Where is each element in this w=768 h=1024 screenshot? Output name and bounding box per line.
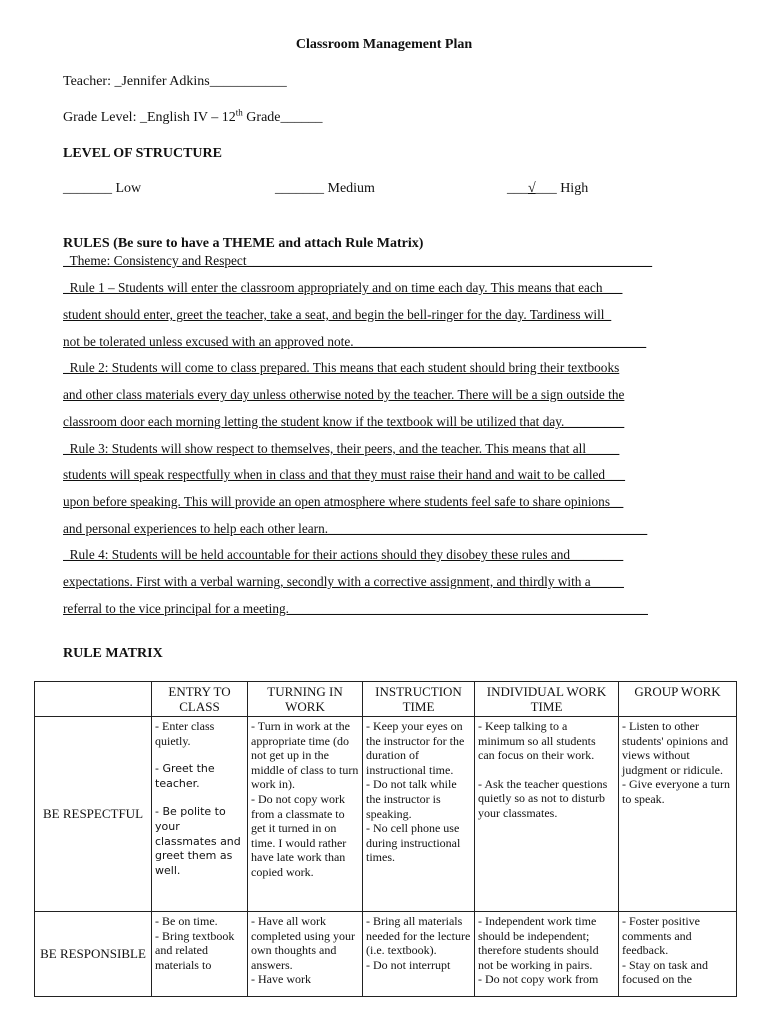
rule-line: and other class materials every day unless otherwise noted by the teacher. There will be a sign outside the	[63, 387, 625, 402]
teacher-label: Teacher:	[63, 74, 111, 89]
matrix-cell: - Be on time. - Bring textbook and related materials to	[152, 912, 248, 997]
structure-low: _______ Low	[63, 181, 142, 196]
matrix-cell: - Keep your eyes on the instructor for the duration of instructional time. - Do not talk while the instructor is speaking. - No cell phone use during instructional times.	[363, 717, 475, 912]
matrix-cell: - Have all work completed using your own thoughts and answers. - Have work	[248, 912, 363, 997]
high-checkmark: √	[528, 181, 536, 196]
column-header: INDIVIDUAL WORK TIME	[475, 682, 619, 717]
rule-line: _Rule 1 – Students will enter the classroom appropriately and on time each day. This means that each___	[63, 280, 623, 295]
rule-line: _Rule 2: Students will come to class prepared. This means that each student should bring their textbooks	[63, 360, 620, 375]
grade-line	[63, 107, 323, 126]
matrix-cell: - Bring all materials needed for the lecture (i.e. textbook). - Do not interrupt	[363, 912, 475, 997]
matrix-corner-cell	[35, 682, 152, 717]
table-row	[35, 912, 737, 997]
page-title: Classroom Management Plan	[295, 37, 473, 52]
matrix-cell: - Listen to other students' opinions and views without judgment or ridicule. - Give everyone a turn to speak.	[619, 717, 737, 912]
rule-matrix-table	[34, 681, 737, 997]
rule-line: and personal experiences to help each other learn.________________________________________________	[63, 521, 648, 536]
matrix-cell: - Enter class quietly. - Greet the teacher. - Be polite to your classmates and greet them as well.	[152, 717, 248, 912]
rule-line: _Rule 4: Students will be held accountable for their actions should they disobey these rules and________	[63, 547, 624, 562]
grade-label: Grade Level:	[63, 110, 137, 125]
column-header: INSTRUCTION TIME	[363, 682, 475, 717]
column-header: GROUP WORK	[619, 682, 737, 717]
matrix-header-row	[35, 682, 737, 717]
rule-line: referral to the vice principal for a meeting.______________________________________________________	[63, 601, 648, 616]
teacher-value: _Jennifer Adkins___________	[114, 74, 287, 89]
matrix-cell: - Foster positive comments and feedback. - Stay on task and focused on the	[619, 912, 737, 997]
rule-line: classroom door each morning letting the student know if the textbook will be utilized that day._________	[63, 414, 625, 429]
rule-line: student should enter, greet the teacher, take a seat, and begin the bell-ringer for the day. Tardiness will_	[63, 307, 612, 322]
table-row	[35, 717, 737, 912]
column-header: TURNING IN WORK	[248, 682, 363, 717]
matrix-cell: - Keep talking to a minimum so all students can focus on their work. - Ask the teacher questions quietly so as not to disturb your classmates.	[475, 717, 619, 912]
matrix-cell: - Turn in work at the appropriate time (do not get up in the middle of class to turn work in). - Do not copy work from a classmate to get it turned in on time. I would rather have late work than copied work.	[248, 717, 363, 912]
rule-line: expectations. First with a verbal warning, secondly with a corrective assignment, and thirdly with a_____	[63, 574, 624, 589]
row-header: BE RESPECTFUL	[35, 717, 152, 912]
teacher-line	[63, 74, 287, 90]
rule-line: _Theme: Consistency and Respect_____________________________________________________________	[63, 253, 653, 268]
rule-line: not be tolerated unless excused with an approved note.____________________________________________	[63, 334, 647, 349]
row-header: BE RESPONSIBLE	[35, 912, 152, 997]
matrix-cell: - Independent work time should be independent; therefore students should not be working in pairs. - Do not copy work from	[475, 912, 619, 997]
rule-line: students will speak respectfully when in class and that they must raise their hand and wait to be called___	[63, 467, 626, 482]
column-header: ENTRY TO CLASS	[152, 682, 248, 717]
grade-value: _English IV – 12th Grade______	[139, 107, 323, 125]
structure-medium: _______ Medium	[275, 181, 375, 196]
rules-heading: RULES (Be sure to have a THEME and attach Rule Matrix)	[63, 236, 424, 251]
structure-heading: LEVEL OF STRUCTURE	[63, 146, 222, 161]
matrix-heading: RULE MATRIX	[63, 646, 163, 661]
structure-high: ___√___ High	[507, 181, 589, 196]
rule-line: _Rule 3: Students will show respect to themselves, their peers, and the teacher. This means that all_____	[63, 441, 620, 456]
rule-line: upon before speaking. This will provide an open atmosphere where students feel safe to share opinions__	[63, 494, 624, 509]
